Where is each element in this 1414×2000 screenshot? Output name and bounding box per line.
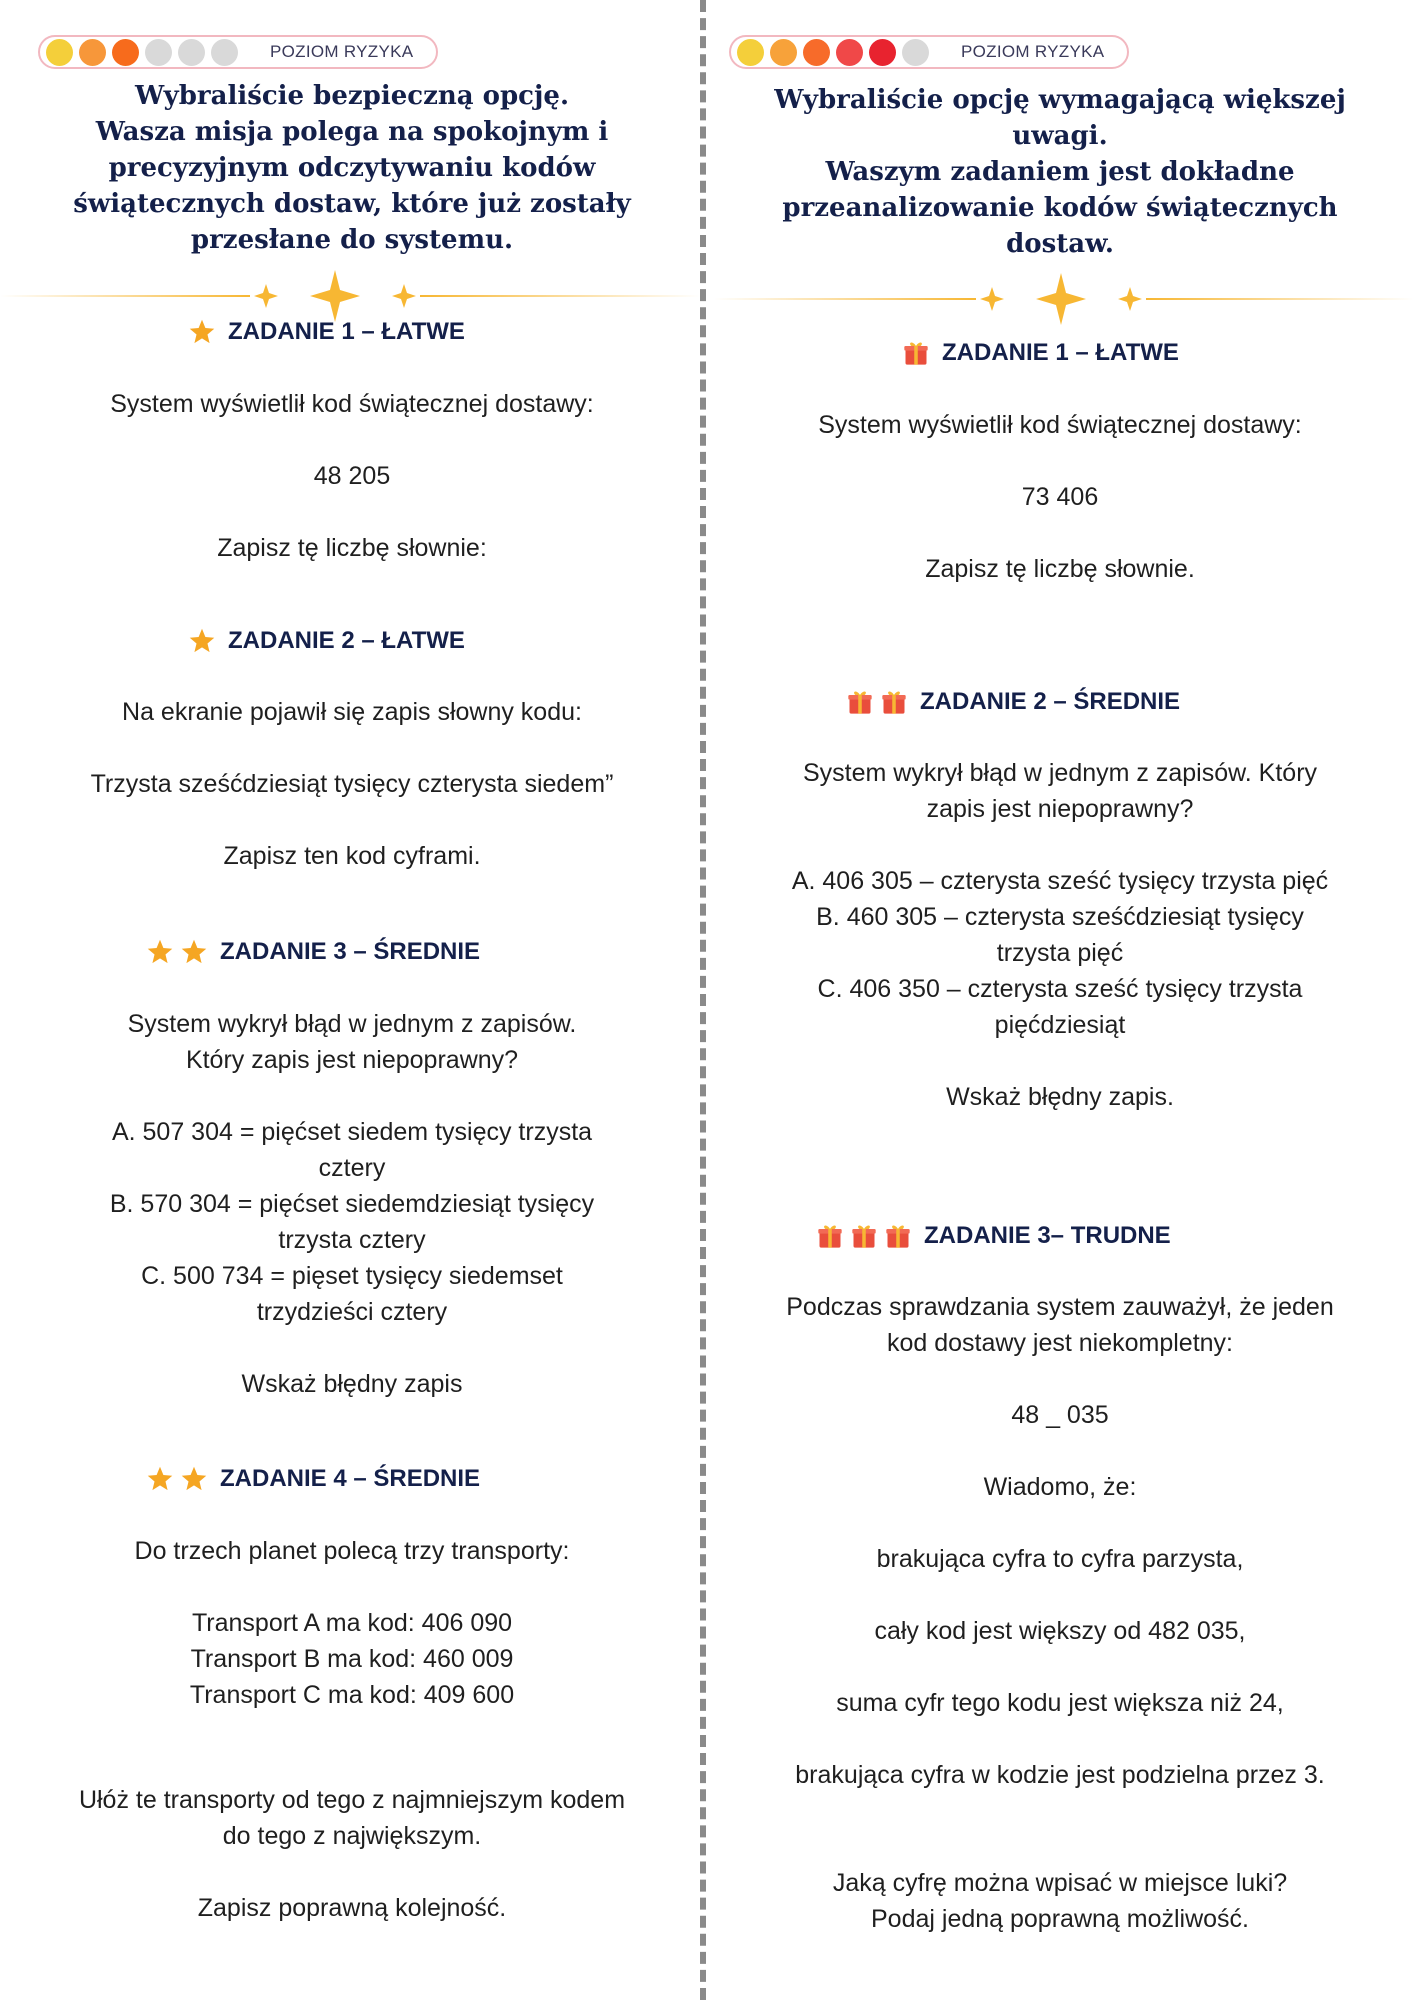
- risk-level-badge: [38, 35, 438, 69]
- risk-dot: [836, 39, 863, 66]
- intro-line: przeanalizowanie kodów świątecznych: [782, 193, 1338, 223]
- transport-code: Transport C ma kod: 409 600: [189, 1681, 515, 1709]
- intro-text: [726, 82, 1394, 262]
- answer-option: cztery: [318, 1154, 386, 1182]
- text-line: Zapisz tę liczbę słownie:: [217, 534, 487, 562]
- text-line: Zapisz tę liczbę słownie.: [925, 555, 1195, 583]
- text-line: Jaką cyfrę można wpisać w miejsce luki?: [832, 1869, 1288, 1897]
- intro-line: Wasza misja polega na spokojnym i: [95, 117, 609, 147]
- task-title: ZADANIE 3 – ŚREDNIE: [220, 938, 481, 965]
- risk-dot: [737, 39, 764, 66]
- answer-option: trzydzieści cztery: [256, 1298, 448, 1326]
- task-title: ZADANIE 1 – ŁATWE: [228, 318, 465, 345]
- intro-line: precyzyjnym odczytywaniu kodów: [108, 153, 596, 183]
- intro-line: Waszym zadaniem jest dokładne: [825, 157, 1295, 187]
- text-line: Zapisz poprawną kolejność.: [197, 1894, 507, 1922]
- task-title: ZADANIE 2 – ŁATWE: [228, 627, 465, 654]
- star-icon: [188, 318, 216, 346]
- task-title: ZADANIE 4 – ŚREDNIE: [220, 1465, 481, 1492]
- star-icon: [188, 627, 216, 655]
- text-line: kod dostawy jest niekompletny:: [886, 1329, 1233, 1357]
- task-4-body: [20, 1533, 684, 1713]
- risk-dot: [46, 39, 73, 66]
- text-line: Ułóż te transporty od tego z najmniejszym kodem: [78, 1786, 626, 1814]
- condition-line: brakująca cyfra w kodzie jest podzielna przez 3.: [795, 1761, 1325, 1789]
- code-value: 48 _ 035: [1011, 1401, 1109, 1429]
- risk-level-badge: [729, 35, 1129, 69]
- text-line: Do trzech planet polecą trzy transporty:: [134, 1537, 570, 1565]
- risk-label: POZIOM RYZYKA: [961, 42, 1105, 61]
- task-1-heading: [902, 339, 1179, 367]
- risk-dot: [112, 39, 139, 66]
- answer-option: A. 507 304 = pięćset siedem tysięcy trzysta: [111, 1118, 593, 1146]
- task-2-heading: [846, 688, 1180, 716]
- task-4-heading: [146, 1465, 480, 1493]
- gift-icon: [880, 688, 908, 716]
- gift-icon: [902, 339, 930, 367]
- star-icon: [146, 1465, 174, 1493]
- task-2-heading: [188, 627, 465, 655]
- answer-option: B. 570 304 = pięćset siedemdziesiąt tysięcy: [109, 1190, 595, 1218]
- answer-option: A. 406 305 – czterysta sześć tysięcy trzysta pięć: [791, 867, 1329, 895]
- gift-icon: [816, 1222, 844, 1250]
- text-line: Na ekranie pojawił się zapis słowny kodu:: [122, 698, 582, 726]
- text-line: Podaj jedną poprawną możliwość.: [871, 1905, 1249, 1933]
- sparkle-icon: [976, 271, 1146, 327]
- risk-dot: [770, 39, 797, 66]
- transport-code: Transport B ma kod: 460 009: [190, 1645, 514, 1673]
- task-1-heading: [188, 318, 465, 346]
- transport-code: Transport A ma kod: 406 090: [191, 1609, 513, 1637]
- sparkle-icon: [250, 268, 420, 324]
- risk-dot: [803, 39, 830, 66]
- text-line: Wiadomo, że:: [983, 1473, 1137, 1501]
- risk-dot: [869, 39, 896, 66]
- intro-line: dostaw.: [1006, 229, 1114, 259]
- condition-line: brakująca cyfra to cyfra parzysta,: [876, 1545, 1244, 1573]
- left-column: [0, 0, 704, 2000]
- answer-option: trzysta cztery: [278, 1226, 426, 1254]
- task-1-body: [20, 386, 684, 566]
- text-line: Który zapis jest niepoprawny?: [185, 1046, 519, 1074]
- text-line: zapis jest niepoprawny?: [926, 795, 1194, 823]
- answer-option: C. 500 734 = pięset tysięcy siedemset: [141, 1262, 563, 1290]
- star-icon: [180, 1465, 208, 1493]
- text-line: Wskaż błędny zapis.: [946, 1083, 1174, 1111]
- star-icon: [146, 938, 174, 966]
- task-4-instruction: [20, 1782, 684, 1926]
- intro-line: Wybraliście opcję wymagającą większej: [774, 85, 1346, 115]
- risk-dot: [79, 39, 106, 66]
- task-2-body: [20, 694, 684, 874]
- answer-option: B. 460 305 – czterysta sześćdziesiąt tysięcy: [816, 903, 1304, 931]
- gift-icon: [846, 688, 874, 716]
- text-line: Podczas sprawdzania system zauważył, że jeden: [786, 1293, 1334, 1321]
- star-icon: [180, 938, 208, 966]
- risk-label: POZIOM RYZYKA: [270, 42, 414, 61]
- risk-dot: [145, 39, 172, 66]
- intro-line: świątecznych dostaw, które już zostały: [73, 189, 631, 219]
- code-value: 48 205: [313, 462, 391, 490]
- right-column: [706, 0, 1414, 2000]
- risk-dot: [902, 39, 929, 66]
- risk-dot: [211, 39, 238, 66]
- text-line: Trzysta sześćdziesiąt tysięcy czterysta siedem”: [90, 770, 614, 798]
- task-title: ZADANIE 3– TRUDNE: [924, 1222, 1171, 1249]
- intro-line: przesłane do systemu.: [190, 225, 514, 255]
- text-line: System wyświetlił kod świątecznej dostawy:: [110, 390, 594, 418]
- task-3-heading: [146, 938, 480, 966]
- answer-option: trzysta pięć: [996, 939, 1124, 967]
- task-3-body: [20, 1006, 684, 1402]
- task-title: ZADANIE 2 – ŚREDNIE: [920, 688, 1181, 715]
- intro-text: [20, 78, 684, 258]
- task-3-body: [726, 1289, 1394, 1937]
- task-2-body: [726, 755, 1394, 1115]
- text-line: Wskaż błędny zapis: [241, 1370, 463, 1398]
- condition-line: cały kod jest większy od 482 035,: [874, 1617, 1246, 1645]
- text-line: do tego z największym.: [222, 1822, 482, 1850]
- answer-option: C. 406 350 – czterysta sześć tysięcy trzysta: [817, 975, 1303, 1003]
- task-3-heading: [816, 1222, 1171, 1250]
- condition-line: suma cyfr tego kodu jest większa niż 24,: [836, 1689, 1284, 1717]
- risk-dot: [178, 39, 205, 66]
- answer-option: pięćdziesiąt: [994, 1011, 1126, 1039]
- gift-icon: [884, 1222, 912, 1250]
- intro-line: uwagi.: [1012, 121, 1108, 151]
- code-value: 73 406: [1021, 483, 1099, 511]
- text-line: System wykrył błąd w jednym z zapisów.: [127, 1010, 577, 1038]
- task-title: ZADANIE 1 – ŁATWE: [942, 339, 1179, 366]
- gift-icon: [850, 1222, 878, 1250]
- text-line: Zapisz ten kod cyframi.: [223, 842, 481, 870]
- text-line: System wyświetlił kod świątecznej dostawy:: [818, 411, 1302, 439]
- text-line: System wykrył błąd w jednym z zapisów. Który: [802, 759, 1318, 787]
- task-1-body: [726, 407, 1394, 587]
- intro-line: Wybraliście bezpieczną opcję.: [135, 81, 569, 111]
